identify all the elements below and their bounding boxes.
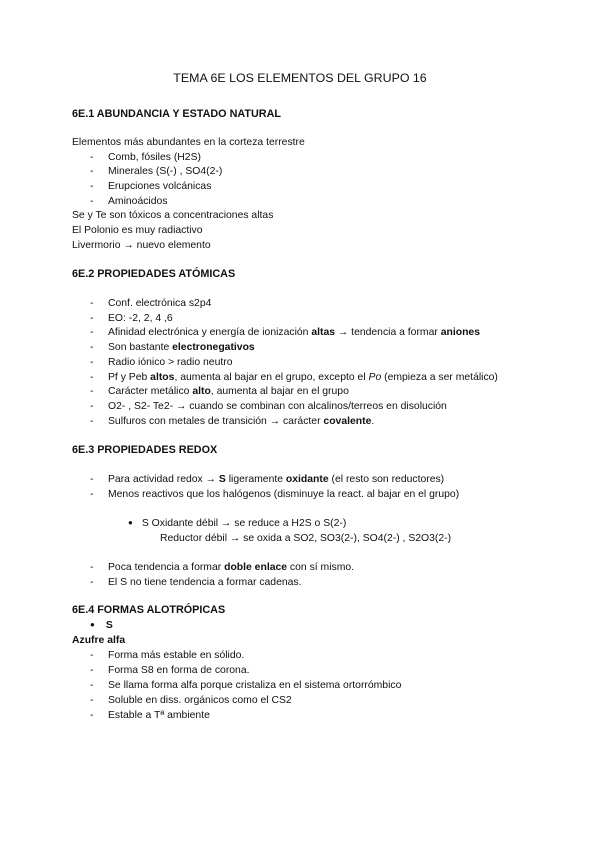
bullet-marker: ● — [90, 620, 95, 629]
section-heading-6e3: 6E.3 PROPIEDADES REDOX — [72, 444, 218, 456]
bullet-item: ● S — [90, 620, 113, 631]
dash-marker: - — [90, 665, 94, 676]
dash-marker: - — [90, 166, 94, 177]
dash-marker: - — [90, 650, 94, 661]
dash-marker: - — [90, 342, 94, 353]
document-page: TEMA 6E LOS ELEMENTOS DEL GRUPO 16 6E.1 ABUNDANCIA Y ESTADO NATURAL Elementos más abundantes en la corteza terrestre - Comb, fósiles (H2S) - Minerales (S(-) , SO4(2-) - Erupciones volcánicas - Aminoácidos Se y Te son tóxicos a concentraciones altas El Polonio es muy radiactivo Livermorio → nuevo elemento 6E.2 PROPIEDADES ATÓMICAS - Conf. electrónica s2p4 - EO: -2, 2, 4 ,6 - Afinidad electrónica y energía de ionización altas → tendencia a formar aniones - Son bastante electronegativos - Radio iónico > radio neutro - Pf y Peb altos, aumenta al bajar en el grupo, excepto el Po (empieza a ser metálico) - Carácter metálico alto, aumenta al bajar en el grupo - O2- , S2- Te2- → cuando se combinan con alcalinos/terreos en disolución - Sulfuros con metales de transición → carácter covalente. 6E.3 PROPIEDADES REDOX - Para actividad redox → S ligeramente oxidante (el resto son reductores) - Menos reactivos que los halógenos (disminuye la react. al bajar en el grupo) ● S Oxidante débil → se reduce a H2S o S(2-) Reductor débil → se oxida a SO2, SO3(2-), SO4(2-) , S2O3(2-) - Poca tendencia a formar doble enlace con sí mismo. - El S no tiene tendencia a formar cadenas. 6E.4 FORMAS ALOTRÓPICAS ● S Azufre alfa - Forma más estable en sólido. - Forma S8 en forma de corona. - Se llama forma alfa porque cristaliza en el sistema ortorrómbico - Soluble en diss. orgánicos como el CS2 - Estable a Tª ambiente — [0, 0, 600, 848]
dash-marker: - — [90, 474, 94, 485]
bullet-marker: ● — [128, 518, 133, 527]
dash-marker: - — [90, 386, 94, 397]
dash-marker: - — [90, 298, 94, 309]
dash-marker: - — [90, 695, 94, 706]
subheading: Azufre alfa — [72, 635, 126, 646]
paragraph: Se y Te son tóxicos a concentraciones altas — [72, 210, 274, 221]
dash-marker: - — [90, 152, 94, 163]
dash-marker: - — [90, 562, 94, 573]
section-heading-6e1: 6E.1 ABUNDANCIA Y ESTADO NATURAL — [72, 108, 281, 120]
section-heading-6e2: 6E.2 PROPIEDADES ATÓMICAS — [72, 268, 236, 280]
dash-marker: - — [90, 680, 94, 691]
bullet-item: ● S Oxidante débil → se reduce a H2S o S(2-) — [128, 518, 347, 529]
paragraph: Livermorio → nuevo elemento — [72, 240, 211, 251]
dash-marker: - — [90, 372, 94, 383]
dash-marker: - — [90, 357, 94, 368]
dash-marker: - — [90, 710, 94, 721]
document-title: TEMA 6E LOS ELEMENTOS DEL GRUPO 16 — [173, 71, 427, 85]
bullet-continuation: Reductor débil → se oxida a SO2, SO3(2-), SO4(2-) , S2O3(2-) — [160, 533, 452, 544]
dash-marker: - — [90, 489, 94, 500]
dash-marker: - — [90, 416, 94, 427]
dash-marker: - — [90, 313, 94, 324]
paragraph: Elementos más abundantes en la corteza terrestre — [72, 137, 305, 148]
paragraph: El Polonio es muy radiactivo — [72, 225, 203, 236]
section-heading-6e4: 6E.4 FORMAS ALOTRÓPICAS — [72, 604, 226, 616]
dash-marker: - — [90, 577, 94, 588]
dash-marker: - — [90, 181, 94, 192]
dash-marker: - — [90, 327, 94, 338]
dash-marker: - — [90, 196, 94, 207]
dash-marker: - — [90, 401, 94, 412]
